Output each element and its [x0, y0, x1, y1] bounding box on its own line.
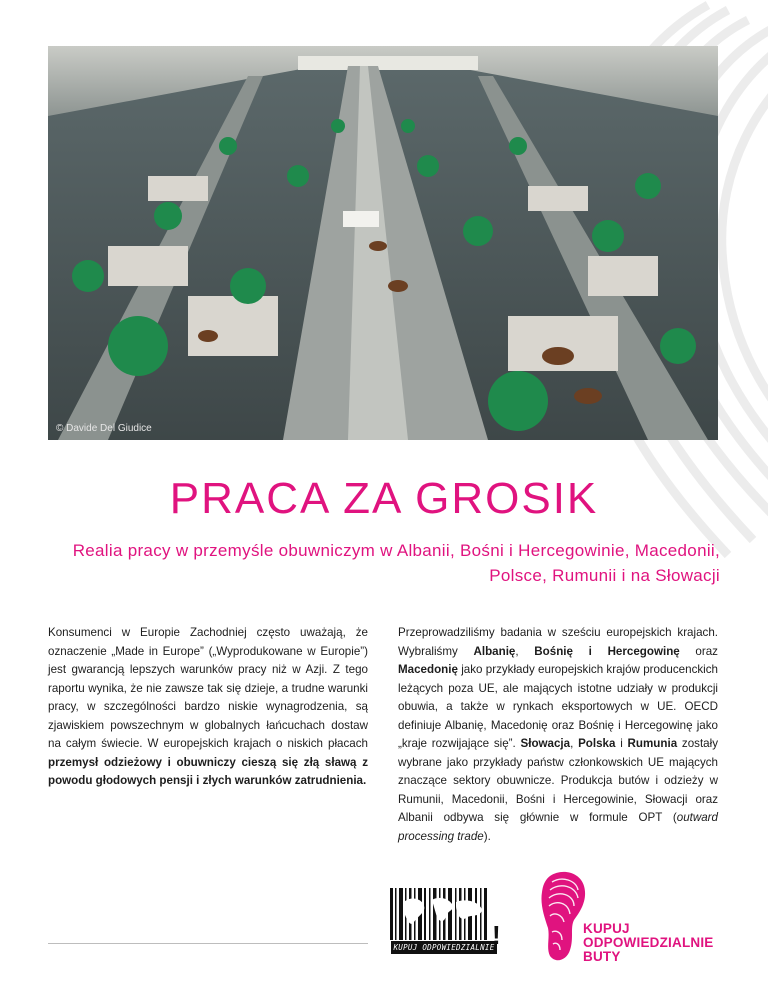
country-albania: Albanię: [473, 644, 516, 658]
body-text: i: [615, 737, 628, 750]
barcode-label: KUPUJ ODPOWIEDZIALNIE: [391, 941, 497, 954]
country-bosnia: Bośnię i Hercegowinę: [534, 644, 680, 658]
page-subtitle: Realia pracy w przemyśle obuwniczym w Albanii, Bośni i Hercegowinie, Macedonii, Polsce, Rumunii i na Słowacji: [72, 541, 720, 585]
intro-bold-text: przemysł odzieżowy i obuwniczy cieszą się złą sławą z powodu głodowych pensji i złych warunków zatrudnienia.: [48, 755, 368, 787]
body-text: jako przykłady europejskich krajów producenckich leżących poza UE, ale mających istotne udziały w produkcji obuwia, a także w rynkach eksportowych w UE. OECD definiuje Albanię, Macedonię oraz Bośnię i Hercegowinę jako „kraje rozwijające się”.: [398, 663, 718, 750]
exclamation-mark: !: [492, 920, 501, 950]
country-romania: Rumunia: [627, 737, 678, 750]
body-text: ,: [515, 644, 535, 658]
intro-column-right: [398, 624, 718, 846]
body-text: zostały wybrane jako przykłady państw członkowskich UE mających znaczące sektory obuwnicze. Produkcja butów i odzieży w Rumunii, Macedonii, Bośni i Hercegowinie, Słowacji oraz Albanii odbywa się głównie w formule OPT (: [398, 737, 718, 824]
intro-text: Konsumenci w Europie Zachodniej często uważają, że oznaczenie „Made in Europe” („Wyprodukowane w Europie”) jest gwarancją lepszych warunków pracy niż w Azji. Z tego raportu wynika, że nie zawsze tak się dzieje, a trudne warunki pracy, w szczególności bardzo niskie wynagrodzenia, są zjawiskiem powszechnym w globalnych łańcuchach dostaw na całym świecie. W europejskich krajach o niskich płacach: [48, 626, 368, 750]
body-text: oraz: [679, 644, 718, 658]
country-slovakia: Słowacja: [520, 737, 571, 750]
intro-column-left: [48, 624, 368, 791]
brand-line-1: KUPUJ: [583, 921, 630, 936]
body-text: ).: [483, 829, 491, 843]
body-text: Przeprowadziliśmy badania w sześciu europejskich krajach. Wybraliśmy: [398, 626, 718, 658]
factory-photo: [48, 46, 718, 440]
brand-line-2: ODPOWIEDZIALNIE: [583, 935, 714, 950]
country-macedonia: Macedonię: [398, 663, 458, 676]
body-text: ,: [570, 737, 579, 750]
country-poland: Polska: [578, 737, 616, 750]
brand-wordmark: [583, 922, 714, 964]
photo-credit: © Davide Del Giudice: [56, 423, 152, 434]
footer-divider: [48, 943, 368, 944]
opt-term: outward processing trade: [398, 811, 718, 843]
brand-line-3: BUTY: [583, 949, 621, 964]
page-title: PRACA ZA GROSIK: [169, 474, 599, 523]
